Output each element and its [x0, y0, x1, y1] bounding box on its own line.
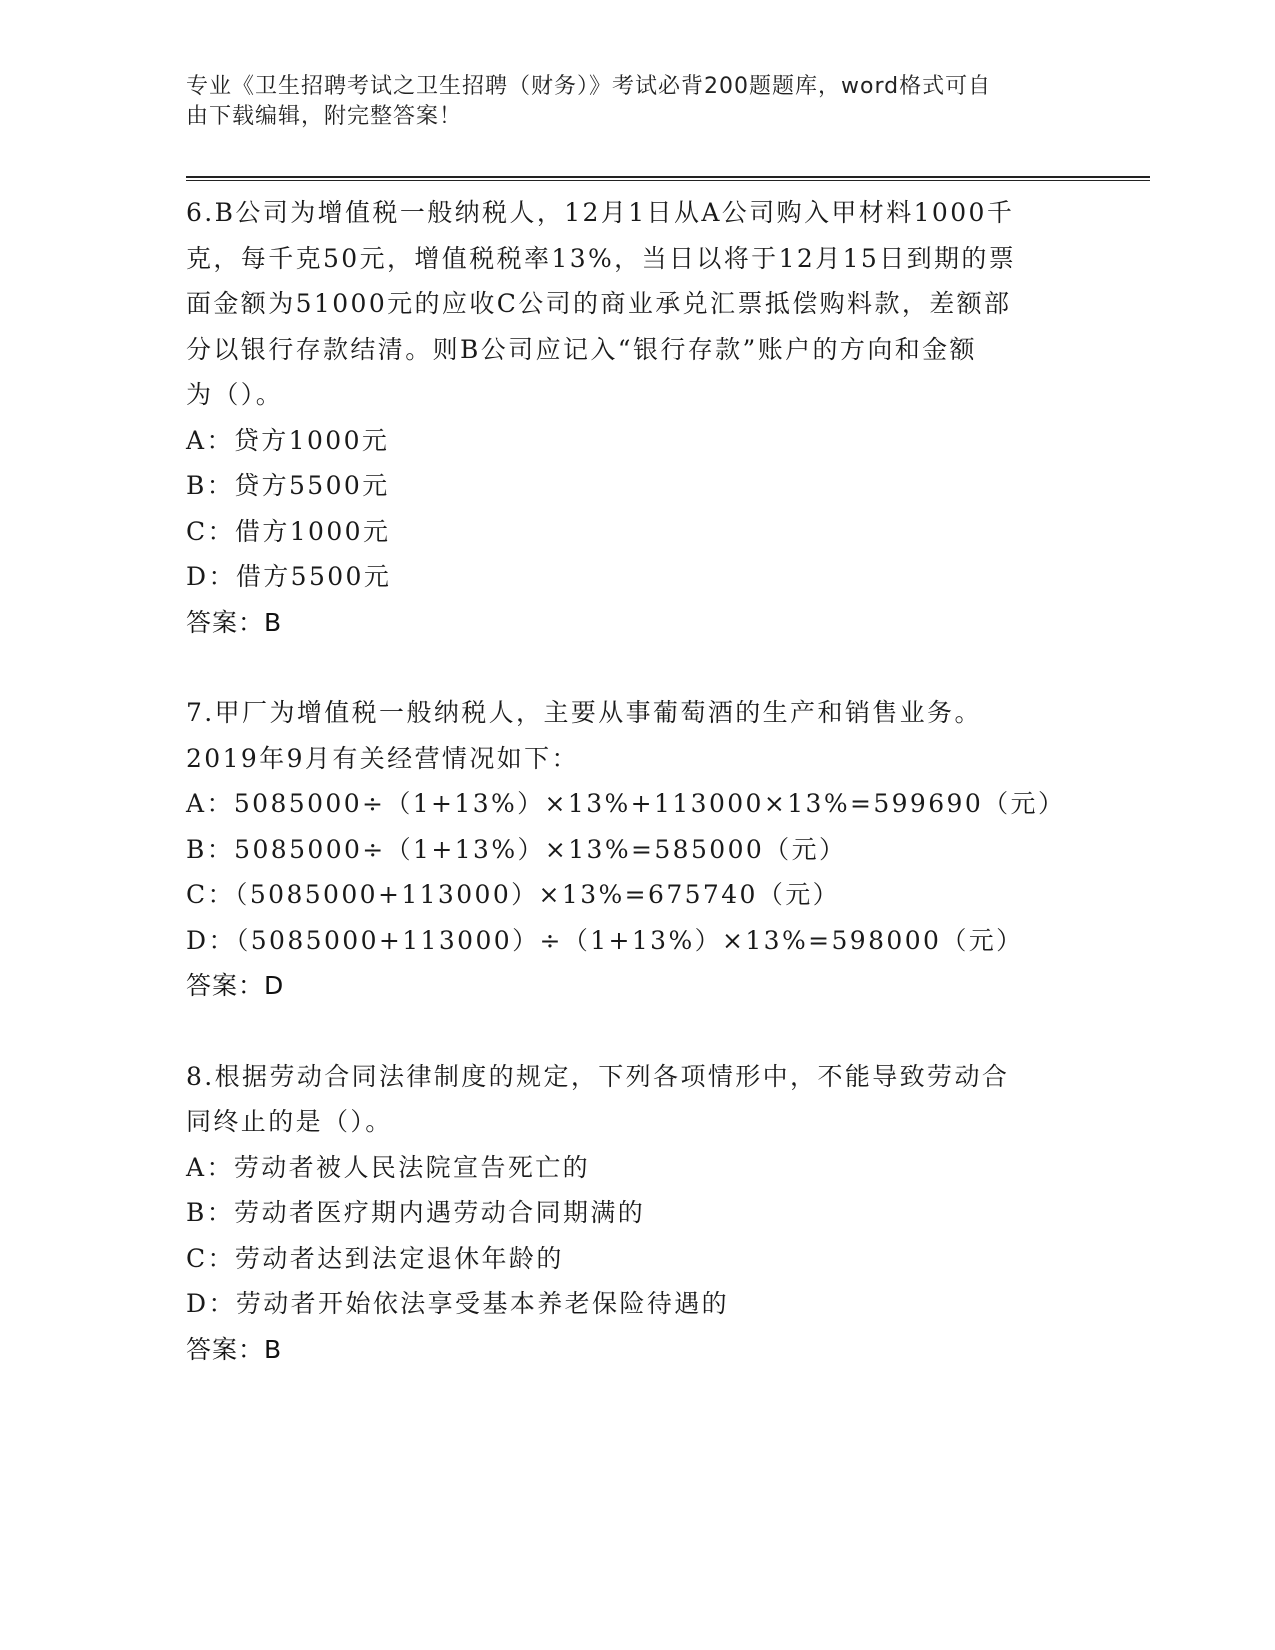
stem-line: 克，每千克50元，增值税税率13%，当日以将于12月15日到期的票	[186, 243, 1017, 273]
question-list	[186, 190, 1086, 1417]
option-b: B：贷方5500元	[186, 471, 390, 500]
question-stem	[186, 690, 1086, 781]
option-d: D：（5085000+113000）÷（1+13%）×13%=598000（元）	[186, 925, 1024, 955]
option-a: A：5085000÷（1+13%）×13%+113000×13%=599690（元）	[186, 789, 1066, 818]
stem-line: 7.甲厂为增值税一般纳税人，主要从事葡萄酒的生产和销售业务。	[186, 698, 982, 727]
document-header	[186, 72, 1066, 132]
option-c: C：（5085000+113000）×13%=675740（元）	[186, 880, 841, 909]
stem-line: 为（）。	[186, 380, 284, 409]
header-divider	[186, 176, 1150, 181]
option-d: D：借方5500元	[186, 562, 392, 591]
question-6	[186, 190, 1086, 645]
answer-line: 答案：B	[186, 607, 283, 637]
option-c: C：借方1000元	[186, 516, 391, 546]
stem-line: 6.B公司为增值税一般纳税人，12月1日从A公司购入甲材料1000千	[186, 198, 1015, 227]
header-line-2: 由下载编辑，附完整答案！	[186, 104, 463, 129]
option-d: D：劳动者开始依法享受基本养老保险待遇的	[186, 1289, 730, 1318]
option-b: B：劳动者医疗期内遇劳动合同期满的	[186, 1198, 646, 1227]
stem-line: 分以银行存款结清。则B公司应记入“银行存款”账户的方向和金额	[186, 334, 977, 364]
stem-line: 同终止的是（）。	[186, 1107, 393, 1136]
stem-line: 8.根据劳动合同法律制度的规定，下列各项情形中，不能导致劳动合	[186, 1061, 1010, 1091]
option-a: A：贷方1000元	[186, 425, 390, 455]
option-b: B：5085000÷（1+13%）×13%=585000（元）	[186, 834, 847, 864]
header-line-1: 专业《卫生招聘考试之卫生招聘（财务）》考试必背200题题库，word格式可自	[186, 74, 992, 99]
question-8	[186, 1054, 1086, 1373]
stem-line: 面金额为51000元的应收C公司的商业承兑汇票抵偿购料款，差额部	[186, 289, 1012, 318]
option-a: A：劳动者被人民法院宣告死亡的	[186, 1152, 591, 1182]
question-stem	[186, 190, 1086, 418]
answer-line: 答案：B	[186, 1334, 283, 1364]
option-c: C：劳动者达到法定退休年龄的	[186, 1243, 564, 1273]
question-7	[186, 690, 1086, 1009]
question-stem	[186, 1054, 1086, 1145]
stem-line: 2019年9月有关经营情况如下：	[186, 743, 579, 773]
answer-line: 答案：D	[186, 971, 285, 1000]
